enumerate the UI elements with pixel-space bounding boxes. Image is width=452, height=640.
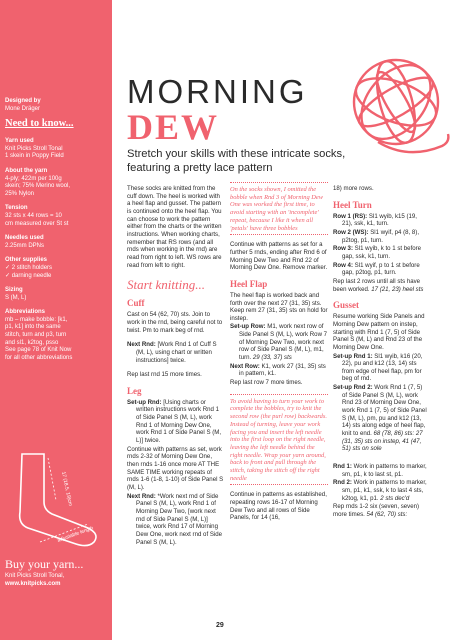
tip-divider — [230, 182, 328, 183]
standfirst — [127, 147, 367, 175]
cuff-paragraph: Cast on 54 (62, 70) sts. Join to work in the rnd, being careful not to twist. Pm to mark beg of rnd. — [127, 311, 223, 334]
instruction-text: Sl1 wyib, k to 1 st before gap, ssk, k1, turn. — [342, 245, 422, 260]
abbreviations-line: p1, k1] into the same — [5, 324, 61, 331]
yarn-used-section — [5, 138, 107, 161]
leg-paragraph: Continue with patterns as set, work rnds 2-32 of Morning Dew One, then rnds 1-16 once more AT THE SAME TIME working repeats of rnds 1-6 (1-8, 1-10) of Side Panel S (M, L). — [127, 445, 224, 492]
column-1 — [127, 185, 224, 553]
need-to-know-box — [5, 98, 107, 369]
designer-name: Mone Dräger — [5, 105, 41, 112]
instruction-label: Row 1 (RS): — [333, 212, 368, 220]
abbreviations-line: stitch, turn and p3, turn — [5, 332, 67, 339]
abbreviations-label: Abbreviations — [5, 309, 46, 316]
instruction-text: Rep rnds 1-2 six (seven, seven) more times. — [333, 503, 420, 518]
start-knitting-heading: Start knitting... — [127, 277, 205, 293]
gusset-rnd2-instruction — [333, 479, 429, 502]
gusset-rnd1-instruction — [333, 463, 429, 478]
stitch-count: 29 (33, 37) sts — [252, 354, 292, 362]
page-number: 29 — [216, 622, 224, 629]
tip-divider — [230, 234, 328, 235]
buy-yarn-link[interactable]: www.knitpicks.com — [5, 580, 61, 587]
other-supplies-label: Other supplies — [5, 257, 48, 264]
gusset-setup2-instruction — [333, 384, 429, 453]
buy-yarn-line: Knit Picks Stroll Tonal, — [5, 573, 65, 579]
page-title-line1: MORNING — [127, 73, 308, 110]
tension-line: cm measured over St st — [5, 220, 69, 227]
instruction-text: Work Rnd 1 (7, 5) of Side Panel S (M, L), work Rnd 23 of Morning Dew One, work Rnd 1 (7, 5) of Side Panel S (M, L), pm, pu and k12 (13, 14) sts along edge of heel flap, knit to end. — [342, 384, 427, 438]
instruction-text: Work in patterns to marker, sm, p1, k to last st, p1. — [342, 463, 427, 478]
other-supplies-line: ✓ 2 stitch holders — [5, 264, 53, 271]
gusset-paragraph: Resume working Side Panels and Morning Dew pattern on instep, starting with Rnd 1 (7, 5) of Side Panel S (M, L) and Rnd 23 of the Morning Dew One. — [333, 313, 425, 351]
stitch-count: 2 sts dec'd — [380, 494, 410, 502]
row2-instruction — [333, 229, 429, 244]
abbreviations-line: See page 78 of Knit Now — [5, 347, 72, 354]
abbreviations-section — [5, 309, 107, 362]
sidebar-panel — [0, 0, 112, 640]
instruction-label: Set-up Row: — [230, 323, 266, 331]
row4-instruction — [333, 262, 429, 277]
needles-section — [5, 235, 107, 250]
stitch-count: 68 (78, 86) sts: 27 (31, 35) sts on instep, 41 (47, 51) sts on sole — [342, 430, 423, 453]
column-2 — [230, 180, 328, 529]
tension-section — [5, 205, 107, 228]
about-yarn-label: About the yarn — [5, 167, 48, 174]
instruction-label: Rnd 1: — [333, 463, 352, 471]
instruction-label: Row 4: — [333, 261, 353, 269]
instruction-text: K1, work 27 (31, 35) sts in pattern, k1. — [239, 362, 326, 378]
instruction-label: Next Row: — [230, 362, 260, 370]
yarn-used-label: Yarn used — [5, 138, 34, 145]
next-row-instruction — [230, 363, 328, 378]
rows-continued: 18) more rows. — [333, 185, 374, 192]
heel-repeat: Rep last row 7 more times. — [230, 379, 303, 387]
cuff-repeat: Rep last rnd 15 more times. — [127, 371, 202, 379]
heel-turn-repeat — [333, 278, 429, 293]
yarn-used-line: 1 skein in Poppy Field — [5, 153, 64, 160]
sizing-section — [5, 287, 107, 302]
instruction-text: [Using charts or written instructions work Rnd 1 of Side Panel S (M, L), work Rnd 1 of Morning Dew One, work Rnd 1 of Side Panel S (M, L)] twice. — [136, 398, 222, 445]
designer-label: Designed by — [5, 98, 41, 104]
column-3 — [333, 185, 429, 526]
tip-divider — [230, 394, 328, 395]
need-to-know-heading: Need to know... — [5, 118, 74, 130]
intro-paragraph: These socks are knitted from the cuff down. The heel is worked with a heel flap and gusset. The pattern is continued onto the heel flap. You can choose to work the pattern either from the charts or the written instructions. When working charts, remember that RS rows (and all rnds when working in the rnd) are read from right to left. WS rows are read from left to right. — [127, 185, 222, 269]
abbreviations-line: and sl1, k2tog, psso — [5, 339, 59, 346]
buy-your-yarn-box — [5, 558, 109, 588]
gusset-heading: Gusset — [333, 300, 360, 311]
heel-flap-heading: Heel Flap — [230, 278, 268, 289]
sock-foot-dimension: adjustable length — [56, 525, 95, 544]
standfirst-line: featuring a pretty lace pattern — [127, 162, 273, 174]
instruction-text: M1, work next row of Side Panel S (M, L), work Row 7 of Morning Dew Two, work next row of Side Panel S (M, L), m1, turn. — [239, 323, 328, 362]
page-title-line2: DEW — [127, 107, 220, 147]
instruction-label: Next Rnd: — [127, 341, 156, 349]
sizing-line: S (M, L) — [5, 294, 27, 301]
sock-leg-dimension: 17 (18.5, 19)cm — [60, 471, 74, 507]
next-rnd-instruction — [127, 341, 224, 364]
gusset-setup1-instruction — [333, 353, 429, 384]
instruction-text: Sl1 wyif, p4 (8, 8), p2tog, p1, turn. — [342, 228, 420, 244]
buy-yarn-heading: Buy your yarn... — [5, 557, 84, 571]
setup-rnd-instruction — [127, 399, 224, 445]
yarn-ball-icon — [338, 50, 452, 180]
yarn-used-line: Knit Picks Stroll Tonal — [5, 145, 63, 152]
instruction-text: Sl1 wyib, k15 (19, 21), ssk, k1, turn. — [342, 212, 417, 228]
instruction-text: Sl1 wyif, p to 1 st before gap, p2tog, p1, turn. — [342, 261, 420, 277]
about-yarn-line: 4-ply; 422m per 100g — [5, 175, 62, 182]
abbreviations-line: mb – make bobble: [k1, — [5, 316, 68, 323]
standfirst-line: Stretch your skills with these intricate socks, — [127, 148, 346, 160]
instruction-text: [Work Rnd 1 of Cuff S (M, L), using chart or written instructions] twice. — [136, 341, 217, 364]
heel-turn-heading: Heel Turn — [333, 199, 372, 210]
instruction-label: Next Rnd: — [127, 492, 156, 500]
instruction-text: Rep last 2 rows until all sts have been worked. — [333, 277, 421, 293]
tension-label: Tension — [5, 205, 28, 212]
other-supplies-section — [5, 257, 107, 280]
instruction-label: Row 3: — [333, 245, 353, 253]
leg-heading: Leg — [127, 385, 142, 396]
needles-line: 2.25mm DPNs — [5, 242, 45, 249]
sizing-label: Sizing — [5, 287, 23, 294]
instruction-label: Set-up Rnd 1: — [333, 352, 373, 360]
instruction-label: Set-up Rnd 2: — [333, 384, 373, 392]
abbreviations-line: for all other abbreviations — [5, 354, 73, 361]
row3-instruction — [333, 245, 429, 260]
tip-divider — [230, 484, 328, 485]
instruction-label: Set-up Rnd: — [127, 398, 162, 406]
instruction-text: Work in patterns to marker, sm, p1, k1, ssk, k to last 4 sts, k2tog, k1, p1. — [342, 479, 427, 502]
continue-paragraph: Continue with patterns as set for a further 5 rnds, ending after Rnd 6 of Morning Dew Two and Rnd 22 of Morning Dew One. Remove marker. — [230, 241, 328, 272]
tip-bobble-note: On the socks shown, I omitted the bobble when Rnd 3 of Morning Dew One was worked the first time, to avoid starting with an 'incomplete' repeat, because I like it when all 'petals' have three bobbles — [230, 186, 324, 232]
instruction-text: Sl1 wyib, k16 (20, 22), pu and k12 (13, 14) sts from edge of heel flap, pm for beg of rnd. — [342, 352, 423, 383]
tension-line: 32 sts x 44 rows = 10 — [5, 212, 62, 219]
sock-outline-icon — [4, 450, 108, 550]
tip-knit-backwards: To avoid having to turn your work to complete the bobbles, try to knit the second row (the purl row) backwards. Instead of turning, leave your work facing you and insert the left needle into the first loop on the right needle, leaving the left needle behind the right needle. Wrap your yarn around, back to front and pull through the stitch, taking the stitch off the right needle — [230, 397, 327, 482]
heel-flap-paragraph: The heel flap is worked back and forth over the next 27 (31, 35) sts. Keep rem 27 (31, 35) sts on hold for instep. — [230, 291, 328, 322]
continue-patterns-paragraph: Continue in patterns as established, repeating rows 16-17 of Morning Dew Two and all rows of Side Panels, for 14 (16, — [230, 491, 327, 522]
about-yarn-line: skein; 75% Merino wool, — [5, 183, 71, 190]
cuff-heading: Cuff — [127, 298, 145, 309]
stitch-count: 17 (21, 23) heel sts — [371, 285, 424, 293]
stitch-count: 54 (62, 70) sts: — [366, 510, 408, 518]
other-supplies-line: ✓ darning needle — [5, 272, 52, 279]
next-rnd2-instruction — [127, 493, 224, 547]
instruction-text: *Work next rnd of Side Panel S (M, L), work Rnd 1 of Morning Dew Two, [work next rnd of Side Panel S (M, L)] twice, work Rnd 17 of Morning Dew One, work next rnd of Side Panel S (M, L). — [136, 492, 223, 546]
about-yarn-line: 25% Nylon — [5, 190, 35, 197]
instruction-label: Rnd 2: — [333, 479, 352, 487]
gusset-repeat — [333, 503, 429, 518]
setup-row-instruction — [230, 323, 328, 361]
row1-instruction — [333, 213, 429, 228]
about-yarn-section — [5, 168, 107, 198]
needles-label: Needles used — [5, 235, 44, 242]
instruction-label: Row 2 (WS): — [333, 228, 369, 236]
